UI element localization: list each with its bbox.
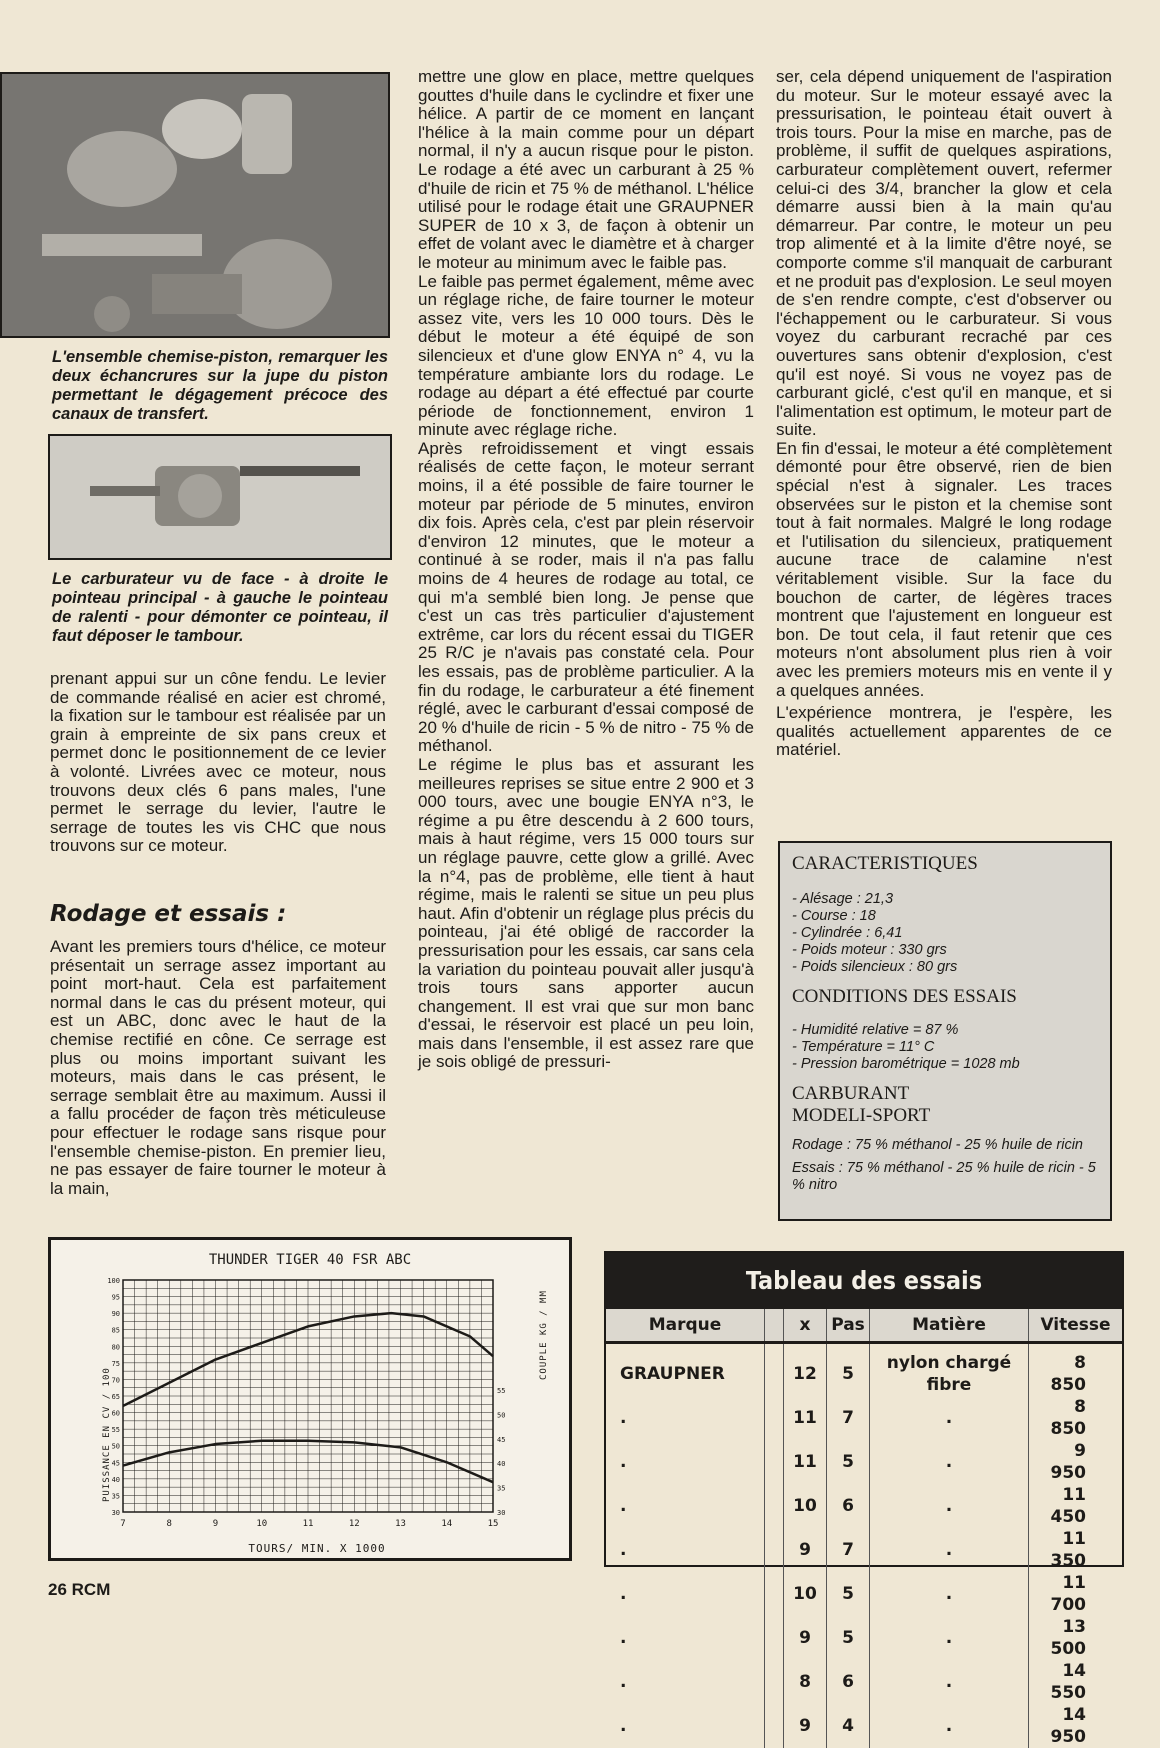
table-cell: .: [870, 1396, 1029, 1440]
section-heading: Rodage et essais :: [50, 901, 287, 927]
page-number: 26: [48, 1580, 67, 1599]
photo-engine-parts: [0, 72, 390, 338]
header-marque: Marque: [606, 1309, 765, 1343]
col1-paragraph-1: prenant appui sur un cône fendu. Le levier de commande réalisé en acier est chromé, la fixation sur le tambour est réalisée par un grain à empreinte de six pans creux et permet donc le positionnement de ce levier à volonté. Livrées avec ce moteur, nous trouvons deux clés 6 pans males, l'une permet le serrage du levier, l'autre le serrage de toutes les vis CHC que nous trouvons sur ce moteur.: [50, 669, 386, 856]
table-cell: 11 700: [1050, 1573, 1086, 1615]
table-cell: 6: [827, 1484, 870, 1528]
page-footer: [48, 1580, 110, 1600]
table-cell: 12: [793, 1364, 817, 1384]
table-cell: .: [870, 1572, 1029, 1616]
spec-item: - Alésage : 21,3: [792, 891, 894, 907]
table-cell: 5: [827, 1616, 870, 1660]
table-cell: 7: [827, 1528, 870, 1572]
table-row: [606, 1396, 1122, 1440]
table-cell: .: [606, 1572, 765, 1616]
table-cell: 9: [799, 1628, 811, 1648]
table-cell: .: [606, 1484, 765, 1528]
spec-item: - Poids moteur : 330 grs: [792, 942, 947, 958]
chart-x-tick-label: 8: [166, 1519, 172, 1529]
chart-y-left-tick-label: 70: [111, 1376, 120, 1385]
carburetor-illustration: [50, 436, 390, 558]
table-cell: 11: [793, 1452, 817, 1472]
chart-y-left-tick-label: 60: [111, 1409, 120, 1418]
table-cell-spacer: [765, 1704, 784, 1748]
table-row: [606, 1440, 1122, 1484]
spec-item: - Cylindrée : 6,41: [792, 925, 903, 941]
chart-y-left-tick-label: 85: [111, 1326, 120, 1335]
chart-y-left-tick-label: 80: [111, 1343, 120, 1352]
chart-y-left-tick-label: 90: [111, 1310, 120, 1319]
chart-x-tick-label: 14: [441, 1519, 453, 1529]
chart-y-left-tick-label: 40: [111, 1475, 120, 1484]
chart-y-left-tick-label: 35: [111, 1492, 120, 1501]
header-matiere: Matière: [870, 1309, 1029, 1343]
table-cell: nylon chargé fibre: [870, 1343, 1029, 1397]
chart-y-left-label: PUISSANCE EN CV / 100: [102, 1367, 112, 1502]
table-cell-spacer: [765, 1440, 784, 1484]
table-cell-spacer: [765, 1660, 784, 1704]
table-header-row: [606, 1309, 1122, 1343]
spec-item: - Course : 18: [792, 908, 876, 924]
table-cell: 5: [827, 1572, 870, 1616]
chart-y-left-tick-label: 50: [111, 1442, 120, 1451]
table-cell: GRAUPNER: [606, 1343, 765, 1397]
table-cell: .: [606, 1528, 765, 1572]
condition-item: - Humidité relative = 87 %: [792, 1022, 959, 1038]
photo1-caption: L'ensemble chemise-piston, remarquer les deux échancrures sur la jupe du piston permettant le dégagement précoce des canaux de transfert.: [52, 348, 388, 423]
table-cell: 7: [827, 1396, 870, 1440]
fuel-essais: Essais : 75 % méthanol - 25 % huile de ricin - 5 % nitro: [792, 1160, 1096, 1193]
chart-x-tick-label: 11: [302, 1519, 314, 1529]
table-cell: 4: [827, 1704, 870, 1748]
chart-y-left-tick-label: 30: [111, 1509, 120, 1517]
col3-paragraph-1: ser, cela dépend uniquement de l'aspiration du moteur. Sur le moteur essayé avec la pressurisation, le pointeau était ouvert à trois tours. Pour la mise en marche, pas de problème, il suffit de quelques aspirations, carburateur complètement ouvert, refermer celui-ci des 3/4, brancher la glow et cela démarre aussi bien à la main qu'au démarreur. Par contre, le moteur un peu trop alimenté et à la limite d'être noyé, se comporte comme s'il manquait de carburant et ne produit pas d'explosion. Le seul moyen de s'en rendre compte, c'est d'observer ou l'échappement ou le carburateur. Si vous voyez du carburant recraché par ces ouvertures sans obtenir d'explosion, c'est qu'il est noyé. Si vous ne voyez pas de carburant giclé, c'est qu'il en manque, et si l'alimentation est optimum, le moteur part de suite.: [776, 67, 1112, 440]
table-cell: .: [606, 1616, 765, 1660]
power-chart-svg: [51, 1240, 569, 1558]
chart-y-right-label: COUPLE KG / MM: [539, 1290, 549, 1380]
specs-title-fuel: CARBURANT: [792, 1083, 910, 1104]
chart-y-left-tick-label: 45: [111, 1459, 120, 1468]
chart-y-left-tick-label: 55: [111, 1426, 120, 1435]
engine-parts-illustration: [2, 74, 388, 336]
table-cell: .: [606, 1660, 765, 1704]
table-cell: 11 450: [1050, 1485, 1086, 1527]
col1-paragraph-2: Avant les premiers tours d'hélice, ce moteur présentait un serrage assez important au point mort-haut. Cela est parfaitement normal dans le cas du présent moteur, qui est un ABC, donc avec le haut de la chemise rectifié en cône. Ce serrage est plus ou moins important suivant les moteurs, mais dans le cas présent, le serrage semblait être au maximum. Aussi il a fallu procéder de façon très méticuleuse pour effectuer le rodage sans risque pour l'ensemble chemise-piston. En premier lieu, ne pas essayer de faire tourner le moteur à la main,: [50, 937, 386, 1198]
results-table-box: [604, 1251, 1124, 1747]
table-cell: .: [606, 1440, 765, 1484]
chart-y-left-tick-label: 75: [111, 1359, 120, 1368]
header-x: x: [784, 1309, 827, 1343]
table-cell: 5: [827, 1440, 870, 1484]
condition-item: - Température = 11° C: [792, 1039, 935, 1055]
col2-paragraph-1: mettre une glow en place, mettre quelques gouttes d'huile dans le cyclindre et fixer une hélice. A partir de ce moment en lançant l'hélice à la main comme pour un départ normal, il n'y a aucun risque pour le piston. Le rodage a été avec un carburant à 25 % d'huile de ricin et 75 % de méthanol. L'hélice utilisé pour le rodage était une GRAUPNER SUPER de 10 x 3, de façon à obtenir un effet de volant avec le diamètre et à charger le moteur au minimum avec le faible pas.: [418, 67, 754, 272]
specs-title-conditions: CONDITIONS DES ESSAIS: [792, 986, 1017, 1007]
table-cell: 9: [799, 1540, 811, 1560]
results-table: [606, 1309, 1122, 1748]
specs-conditions-list: [792, 1022, 1098, 1073]
specs-box: [778, 841, 1112, 1221]
table-cell: 13 500: [1050, 1617, 1086, 1659]
col2-paragraph-2: Le faible pas permet également, même avec un réglage riche, de faire tourner le moteur assez vite, vers les 10 000 tours. Dès le début le moteur a été équipé de son silencieux et d'une glow ENYA n° 4, vu la température ambiante lors du rodage. Le rodage au départ a été effectué par courte période de fonctionnement, environ 1 minute avec réglage riche.: [418, 271, 754, 440]
chart-x-tick-label: 13: [395, 1519, 406, 1529]
power-chart: [48, 1237, 572, 1561]
col3-paragraph-3: L'expérience montrera, je l'espère, les qualités actuellement apparentes de ce matériel.: [776, 703, 1112, 760]
table-cell: .: [870, 1616, 1029, 1660]
table-row: [606, 1572, 1122, 1616]
table-cell: 9: [799, 1716, 811, 1736]
chart-y-right-tick-label: 55: [497, 1387, 506, 1395]
col2-paragraph-4: Le régime le plus bas et assurant les meilleures reprises se situe entre 2 900 et 3 000 tours, avec une bougie ENYA n°3, le régime a pu être descendu à 2 600 tours, mais à haut régime, vers 15 000 tours sur un réglage pauvre, cette glow a grillé. Avec la n°4, pas de problème, elle tient à haut régime, mais le ralenti se situe un peu plus haut. Afin d'obtenir un réglage plus précis du pointeau, j'ai été obligé de raccorder la pressurisation pour les essais, car sans cela la variation du pointeau pouvait aller jusqu'à trois tours sans apporter aucun changement. Il est vrai que sur mon banc d'essai, le réservoir est placé un peu loin, mais dans l'ensemble, il est assez rare que je sois obligé de pressuri-: [418, 754, 754, 1072]
table-cell: 11: [793, 1408, 817, 1428]
table-cell: 10: [793, 1496, 817, 1516]
column-1-text-2: [50, 938, 386, 1198]
table-cell: .: [606, 1704, 765, 1748]
chart-x-label: TOURS/ MIN. X 1000: [248, 1542, 386, 1555]
col2-paragraph-3: Après refroidissement et vingt essais réalisés de cette façon, le moteur serrant moins, il a été possible de faire tourner le moteur par période de 5 minutes, environ dix fois. Après cela, c'est par plein réservoir d'environ 12 minutes, que le moteur a continué à se roder, mais il n'a pas fallu moins de 4 heures de rodage au total, ce qui m'a semblé bien long. Je pense que c'est un cas très particulier d'ajustement extrême, car lors du récent essai du TIGER 25 R/C je n'avais pas constaté cela. Pour les essais, pas de problème particulier. A la fin du rodage, le carburateur a été finement réglé, avec le carburant d'essai composé de 20 % d'huile de ricin - 5 % de nitro - 75 % de méthanol.: [418, 438, 754, 756]
table-title: Tableau des essais: [606, 1253, 1122, 1309]
table-cell: .: [870, 1440, 1029, 1484]
chart-y-right-tick-label: 45: [497, 1435, 506, 1444]
chart-y-right-tick-label: 30: [497, 1509, 506, 1517]
header-spacer: [765, 1309, 784, 1343]
condition-item: - Pression barométrique = 1028 mb: [792, 1056, 1020, 1072]
table-cell: 10: [793, 1584, 817, 1604]
fuel-rodage: Rodage : 75 % méthanol - 25 % huile de ricin: [792, 1137, 1083, 1153]
chart-x-tick-label: 9: [212, 1519, 219, 1529]
table-cell-spacer: [765, 1484, 784, 1528]
table-cell: 11 350: [1050, 1529, 1086, 1571]
table-cell: 6: [827, 1660, 870, 1704]
header-pas: Pas: [827, 1309, 870, 1343]
table-cell: 8 850: [1050, 1397, 1086, 1439]
table-cell-spacer: [765, 1396, 784, 1440]
spec-item: - Poids silencieux : 80 grs: [792, 959, 958, 975]
chart-x-tick-label: 15: [487, 1519, 499, 1529]
table-cell: .: [870, 1484, 1029, 1528]
column-1-text: [50, 670, 386, 856]
specs-title-fuel-brand: MODELI-SPORT: [792, 1105, 931, 1126]
table-cell: 5: [827, 1343, 870, 1397]
table-cell-spacer: [765, 1572, 784, 1616]
table-cell: .: [606, 1396, 765, 1440]
magazine-name: RCM: [71, 1580, 111, 1599]
table-cell: 14 950: [1050, 1705, 1086, 1747]
column-3-text: [776, 68, 1112, 760]
table-cell: 8: [799, 1672, 811, 1692]
table-cell-spacer: [765, 1616, 784, 1660]
specs-title-characteristics: CARACTERISTIQUES: [792, 853, 978, 874]
chart-title: THUNDER TIGER 40 FSR ABC: [208, 1252, 412, 1268]
table-cell: .: [870, 1528, 1029, 1572]
table-row: [606, 1616, 1122, 1660]
photo2-caption: Le carburateur vu de face - à droite le pointeau principal - à gauche le pointeau de ralenti - pour démonter ce pointeau, il faut déposer le tambour.: [52, 570, 388, 645]
column-2-text: [418, 68, 754, 1072]
chart-y-left-tick-label: 95: [111, 1293, 120, 1302]
chart-x-tick-label: 10: [256, 1519, 268, 1529]
chart-y-left-tick-label: 65: [111, 1393, 120, 1401]
table-cell: .: [870, 1704, 1029, 1748]
table-row: [606, 1528, 1122, 1572]
chart-y-right-tick-label: 35: [497, 1484, 506, 1493]
table-cell: .: [870, 1660, 1029, 1704]
col3-paragraph-2: En fin d'essai, le moteur a été complètement démonté pour être observé, rien de bien spécial n'est à signaler. Les traces observées sur le piston et la chemise sont tout à fait normales. Malgré le long rodage et l'utilisation du silencieux, pratiquement aucune trace de calamine n'est véritablement visible. Sur la face du bouchon de carter, de légères traces montrent que l'ajustement en longueur est bon. De tout cela, il faut retenir que ces moteurs n'ont absolument plus rien à voir avec les premiers moteurs mis en vente il y a quelques années.: [776, 438, 1112, 700]
chart-y-left-tick-label: 100: [107, 1277, 120, 1285]
header-vitesse: Vitesse: [1029, 1309, 1123, 1343]
table-cell: 14 550: [1050, 1661, 1086, 1703]
table-cell-spacer: [765, 1343, 784, 1397]
table-cell: 8 850: [1050, 1353, 1086, 1395]
chart-y-right-tick-label: 50: [497, 1411, 506, 1420]
table-row: [606, 1343, 1122, 1397]
photo-carburetor: [48, 434, 392, 560]
chart-x-tick-label: 7: [120, 1519, 126, 1529]
table-row: [606, 1484, 1122, 1528]
table-cell: 9 950: [1050, 1441, 1086, 1483]
table-row: [606, 1704, 1122, 1748]
chart-x-tick-label: 12: [348, 1519, 360, 1529]
table-cell-spacer: [765, 1528, 784, 1572]
chart-y-right-tick-label: 40: [497, 1460, 506, 1469]
specs-characteristics-list: [792, 891, 1098, 976]
table-row: [606, 1660, 1122, 1704]
